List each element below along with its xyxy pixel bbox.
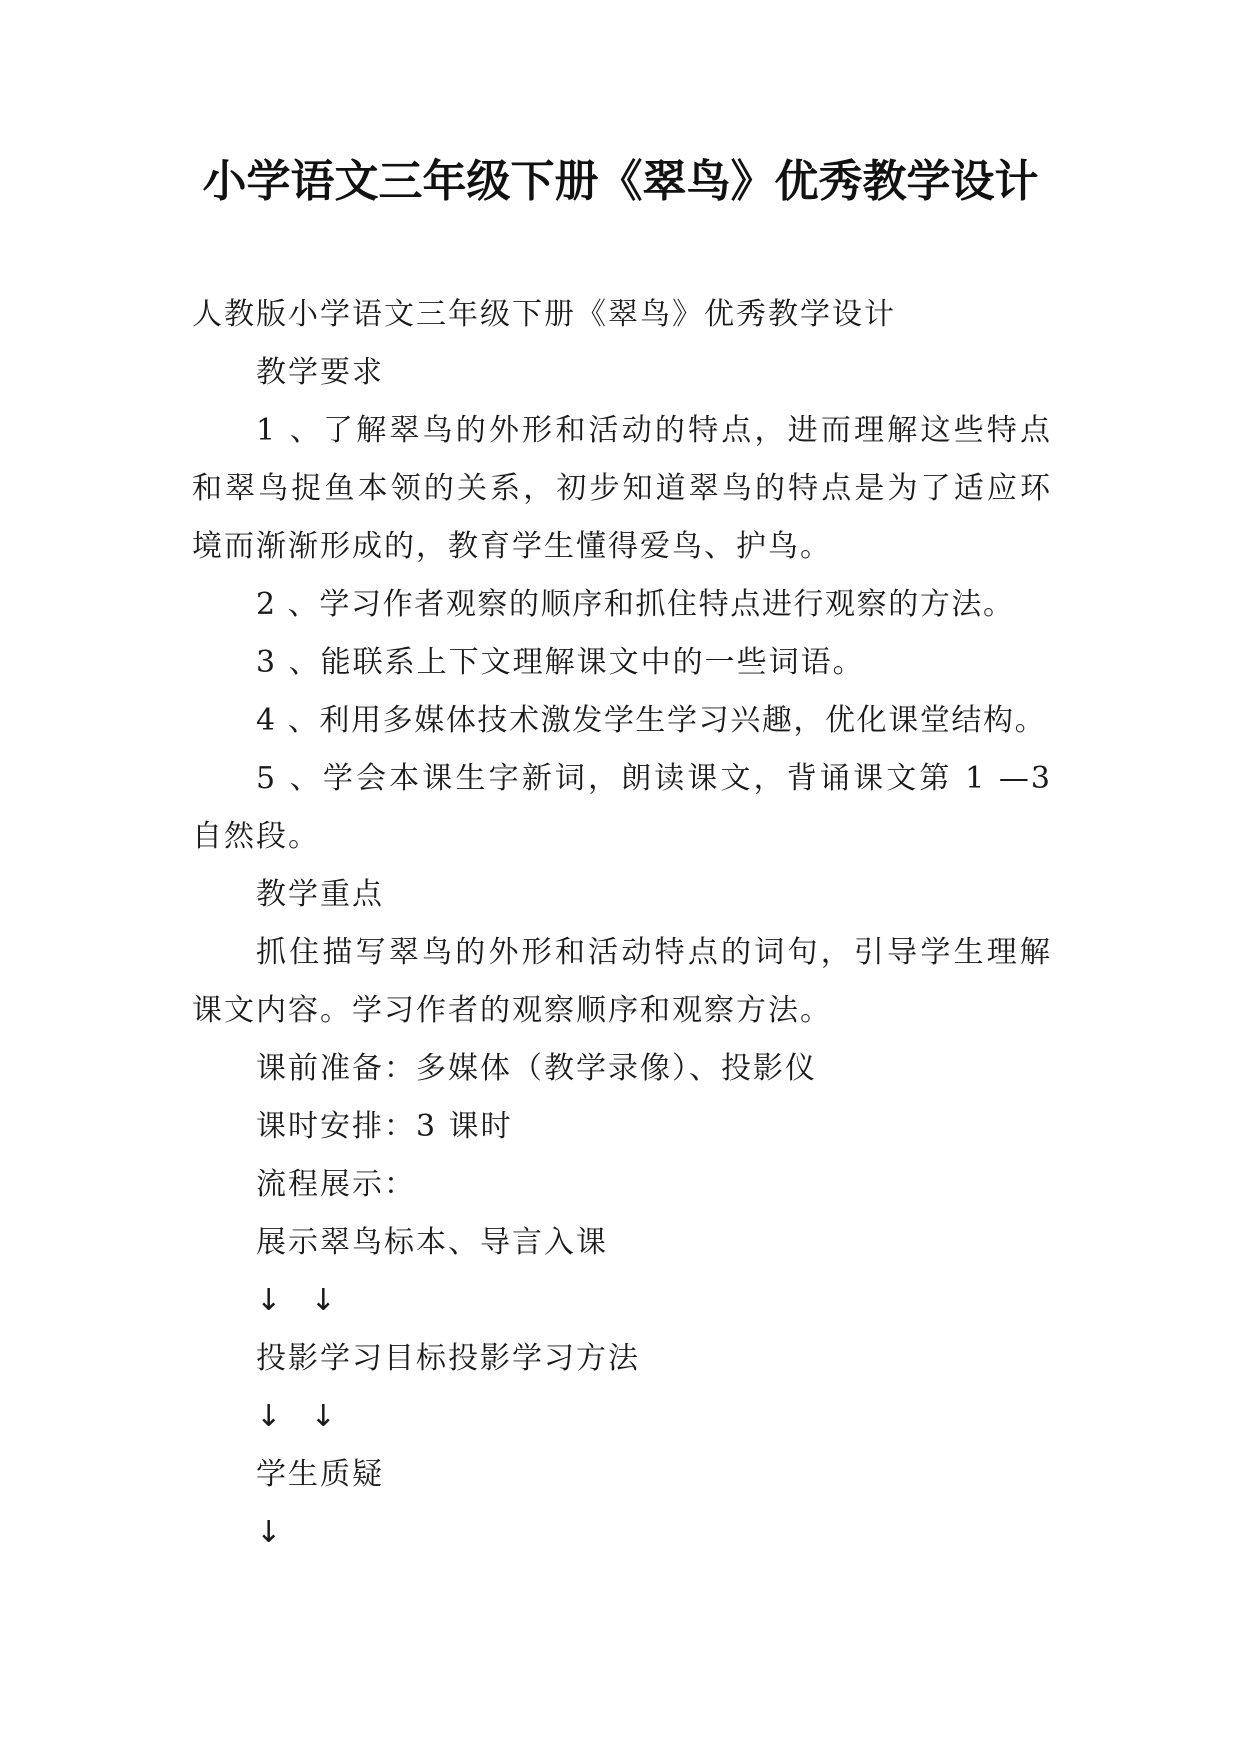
requirement-5-line-1: 5 、学会本课生字新词，朗读课文，背诵课文第 1 —3 <box>256 761 1052 796</box>
schedule-line: 课时安排：3 课时 <box>256 1109 513 1144</box>
flow-step-3: 学生质疑 <box>256 1457 384 1492</box>
flow-step-1: 展示翠鸟标本、导言入课 <box>256 1225 608 1260</box>
requirement-1-line-3: 境而渐渐形成的，教育学生懂得爱鸟、护鸟。 <box>192 529 832 564</box>
requirement-1-line-2: 和翠鸟捉鱼本领的关系，初步知道翠鸟的特点是为了适应环 <box>192 471 1052 506</box>
requirement-4: 4 、利用多媒体技术激发学生学习兴趣，优化课堂结构。 <box>256 703 1047 738</box>
requirement-2: 2 、学习作者观察的顺序和抓住特点进行观察的方法。 <box>256 587 1015 622</box>
flow-heading: 流程展示： <box>256 1167 416 1202</box>
requirement-5-line-2: 自然段。 <box>192 819 320 854</box>
document-body <box>192 286 1052 1562</box>
flow-arrow-down-icon: ↓ ↓ <box>256 1399 346 1434</box>
document-title: 小学语文三年级下册《翠鸟》优秀教学设计 <box>202 156 1039 207</box>
flow-step-2: 投影学习目标投影学习方法 <box>256 1341 640 1376</box>
flow-arrow-down-icon: ↓ ↓ <box>256 1283 346 1318</box>
section-heading-requirements: 教学要求 <box>256 355 384 390</box>
requirement-3: 3 、能联系上下文理解课文中的一些词语。 <box>256 645 865 680</box>
requirement-1-line-1: 1 、了解翠鸟的外形和活动的特点，进而理解这些特点 <box>256 413 1052 448</box>
key-points-line-1: 抓住描写翠鸟的外形和活动特点的词句，引导学生理解 <box>256 935 1052 970</box>
intro-line: 人教版小学语文三年级下册《翠鸟》优秀教学设计 <box>192 297 896 332</box>
section-heading-key-points: 教学重点 <box>256 877 384 912</box>
preparation-line: 课前准备：多媒体（教学录像）、投影仪 <box>256 1051 817 1086</box>
flow-arrow-down-icon: ↓ <box>256 1515 292 1550</box>
key-points-line-2: 课文内容。学习作者的观察顺序和观察方法。 <box>192 993 832 1028</box>
